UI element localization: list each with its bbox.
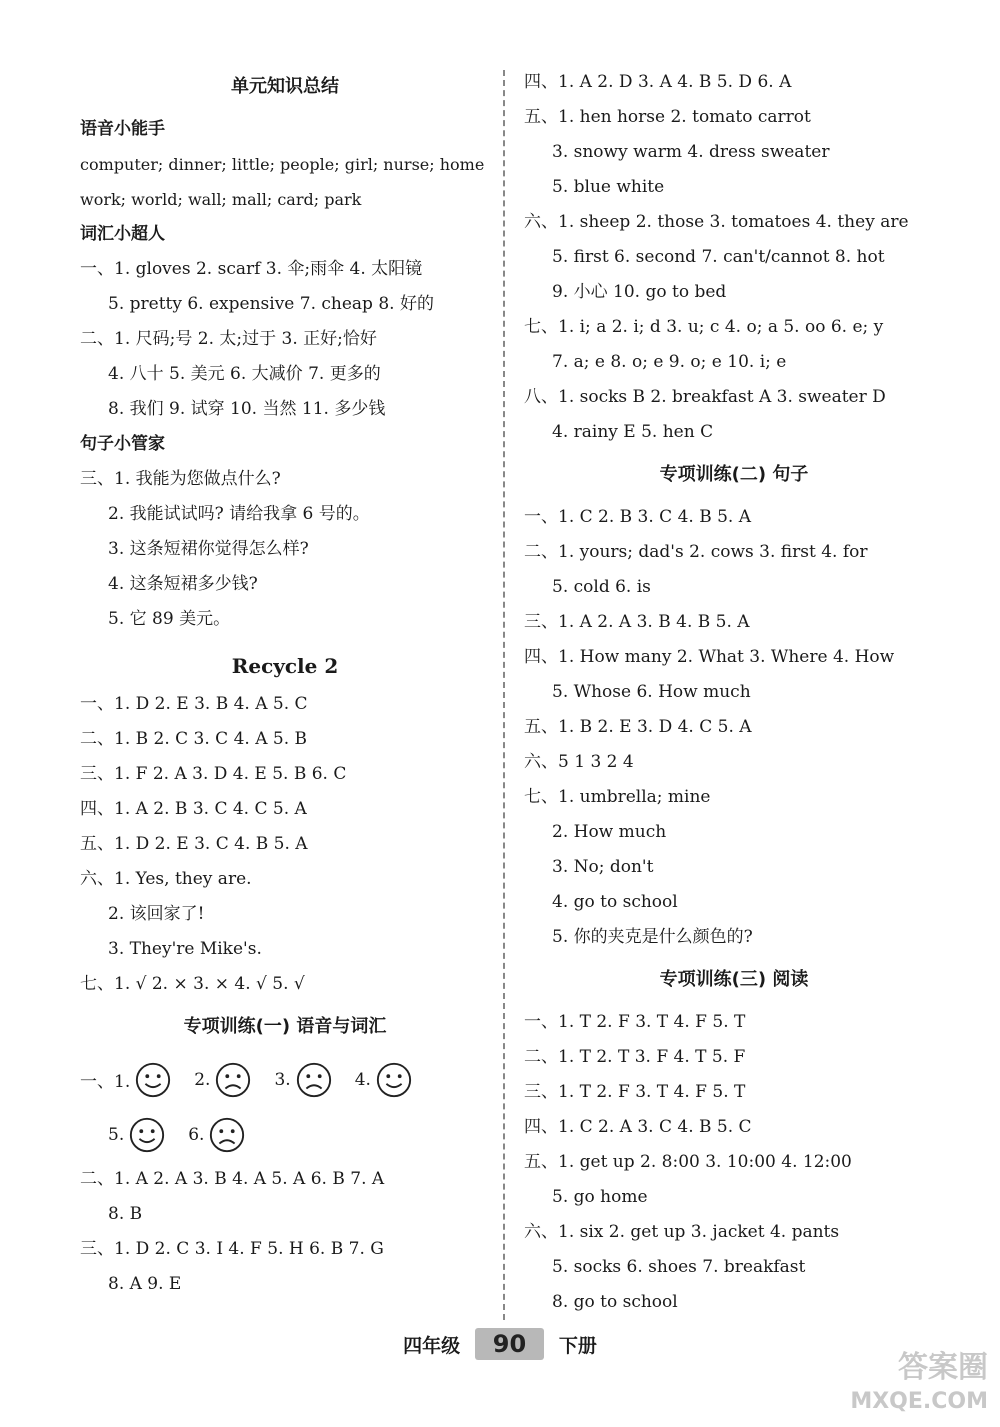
grade-label: 四年级 xyxy=(403,1335,461,1357)
answer-line: 7. a; e 8. o; e 9. o; e 10. i; e xyxy=(552,352,787,372)
answer-line: 四、1. A 2. D 3. A 4. B 5. D 6. A xyxy=(524,72,792,92)
answer-line: 二、1. yours; dad's 2. cows 3. first 4. for xyxy=(524,542,868,562)
watermark-logo xyxy=(850,1351,988,1419)
answer-line: 8. 我们 9. 试穿 10. 当然 11. 多少钱 xyxy=(108,399,386,419)
answer-line: 一、1. T 2. F 3. T 4. F 5. T xyxy=(524,1012,746,1032)
watermark-line: 答案圈 xyxy=(898,1350,988,1385)
training-1-title: 专项训练(一) 语音与词汇 xyxy=(183,1016,387,1037)
answer-line: 9. 小心 10. go to bed xyxy=(552,282,727,302)
face-row-1 xyxy=(80,1052,490,1107)
answer-line: 5. pretty 6. expensive 7. cheap 8. 好的 xyxy=(108,294,434,314)
answer-line: 5. 它 89 美元。 xyxy=(108,609,231,629)
face-label: 一、1. xyxy=(80,1072,131,1092)
training-3-title: 专项训练(三) 阅读 xyxy=(659,969,809,990)
answer-line: 六、1. Yes, they are. xyxy=(80,869,252,889)
phonics-heading: 语音小能手 xyxy=(80,119,165,139)
answer-line: 3. They're Mike's. xyxy=(108,939,262,959)
answer-line: 五、1. get up 2. 8:00 3. 10:00 4. 12:00 xyxy=(524,1152,852,1172)
answer-line: 4. 八十 5. 美元 6. 大减价 7. 更多的 xyxy=(108,364,381,384)
answer-line: 七、1. √ 2. × 3. × 4. √ 5. √ xyxy=(80,974,305,994)
answer-line: 八、1. socks B 2. breakfast A 3. sweater D xyxy=(524,387,886,407)
answer-line: 4. rainy E 5. hen C xyxy=(552,422,714,442)
watermark-line: MXQE.COM xyxy=(850,1389,988,1414)
recycle-title: Recycle 2 xyxy=(231,654,339,678)
answer-line: 一、1. C 2. B 3. C 4. B 5. A xyxy=(524,507,752,527)
answer-line: 3. 这条短裙你觉得怎么样? xyxy=(108,539,309,559)
answer-line: 8. go to school xyxy=(552,1292,678,1312)
answer-line: 二、1. A 2. A 3. B 4. A 5. A 6. B 7. A xyxy=(80,1169,385,1189)
volume-label: 下册 xyxy=(558,1335,597,1357)
smiley-face-icon xyxy=(134,1061,172,1099)
face-label: 6. xyxy=(188,1124,205,1145)
answer-line: 4. 这条短裙多少钱? xyxy=(108,574,258,594)
answer-line: 四、1. How many 2. What 3. Where 4. How xyxy=(524,647,895,667)
answer-line: 一、1. gloves 2. scarf 3. 伞;雨伞 4. 太阳镜 xyxy=(80,259,423,279)
left-column xyxy=(80,62,490,1302)
answer-line: 二、1. 尺码;号 2. 太;过于 3. 正好;恰好 xyxy=(80,329,377,349)
answer-line: 5. socks 6. shoes 7. breakfast xyxy=(552,1257,806,1277)
answer-line: 三、1. T 2. F 3. T 4. F 5. T xyxy=(524,1082,746,1102)
answer-line: 5. 你的夹克是什么颜色的? xyxy=(552,927,753,947)
column-divider xyxy=(503,70,505,1320)
sad-face-icon xyxy=(214,1061,252,1099)
answer-line: 3. snowy warm 4. dress sweater xyxy=(552,142,830,162)
answer-line: 二、1. T 2. T 3. F 4. T 5. F xyxy=(524,1047,746,1067)
right-column xyxy=(524,65,944,1320)
answer-line: 四、1. C 2. A 3. C 4. B 5. C xyxy=(524,1117,752,1137)
answer-line: 三、1. D 2. C 3. I 4. F 5. H 6. B 7. G xyxy=(80,1239,384,1259)
answer-line: 8. A 9. E xyxy=(108,1274,182,1294)
answer-line: 六、1. sheep 2. those 3. tomatoes 4. they are xyxy=(524,212,909,232)
answer-line: 5. blue white xyxy=(552,177,665,197)
answer-line: 5. Whose 6. How much xyxy=(552,682,751,702)
answer-line: 8. B xyxy=(108,1204,143,1224)
sad-face-icon xyxy=(208,1116,246,1154)
summary-title: 单元知识总结 xyxy=(231,76,339,97)
answer-line: 五、1. hen horse 2. tomato carrot xyxy=(524,107,811,127)
phonics-words: computer; dinner; little; people; girl; nurse; home work; world; wall; mall; card; park xyxy=(80,155,485,209)
face-label: 4. xyxy=(354,1069,371,1090)
page-number: 90 xyxy=(475,1328,544,1360)
answer-line: 七、1. i; a 2. i; d 3. u; c 4. o; a 5. oo 6. e; y xyxy=(524,317,884,337)
answer-line: 四、1. A 2. B 3. C 4. C 5. A xyxy=(80,799,307,819)
vocab-heading: 词汇小超人 xyxy=(80,224,165,244)
answer-line: 5. go home xyxy=(552,1187,648,1207)
smiley-face-icon xyxy=(375,1061,413,1099)
answer-line: 五、1. D 2. E 3. C 4. B 5. A xyxy=(80,834,308,854)
answer-line: 2. How much xyxy=(552,822,667,842)
sad-face-icon xyxy=(295,1061,333,1099)
answer-line: 三、1. F 2. A 3. D 4. E 5. B 6. C xyxy=(80,764,347,784)
answer-line: 一、1. D 2. E 3. B 4. A 5. C xyxy=(80,694,308,714)
answer-line: 六、1. six 2. get up 3. jacket 4. pants xyxy=(524,1222,840,1242)
answer-line: 二、1. B 2. C 3. C 4. A 5. B xyxy=(80,729,308,749)
face-row-2 xyxy=(80,1107,490,1162)
answer-line: 七、1. umbrella; mine xyxy=(524,787,711,807)
answer-line: 3. No; don't xyxy=(552,857,654,877)
answer-line: 4. go to school xyxy=(552,892,678,912)
answer-line: 2. 该回家了! xyxy=(108,904,205,924)
sentence-heading: 句子小管家 xyxy=(80,434,165,454)
answer-line: 三、1. 我能为您做点什么? xyxy=(80,469,281,489)
answer-line: 2. 我能试试吗? 请给我拿 6 号的。 xyxy=(108,504,370,524)
answer-line: 三、1. A 2. A 3. B 4. B 5. A xyxy=(524,612,750,632)
face-label: 2. xyxy=(194,1069,211,1090)
answer-line: 五、1. B 2. E 3. D 4. C 5. A xyxy=(524,717,752,737)
smiley-face-icon xyxy=(128,1116,166,1154)
answer-line: 5. cold 6. is xyxy=(552,577,651,597)
answer-line: 5. first 6. second 7. can't/cannot 8. hot xyxy=(552,247,885,267)
answer-line: 六、5 1 3 2 4 xyxy=(524,752,634,772)
face-label: 3. xyxy=(274,1069,291,1090)
training-2-title: 专项训练(二) 句子 xyxy=(659,464,809,485)
face-label: 5. xyxy=(108,1124,125,1145)
